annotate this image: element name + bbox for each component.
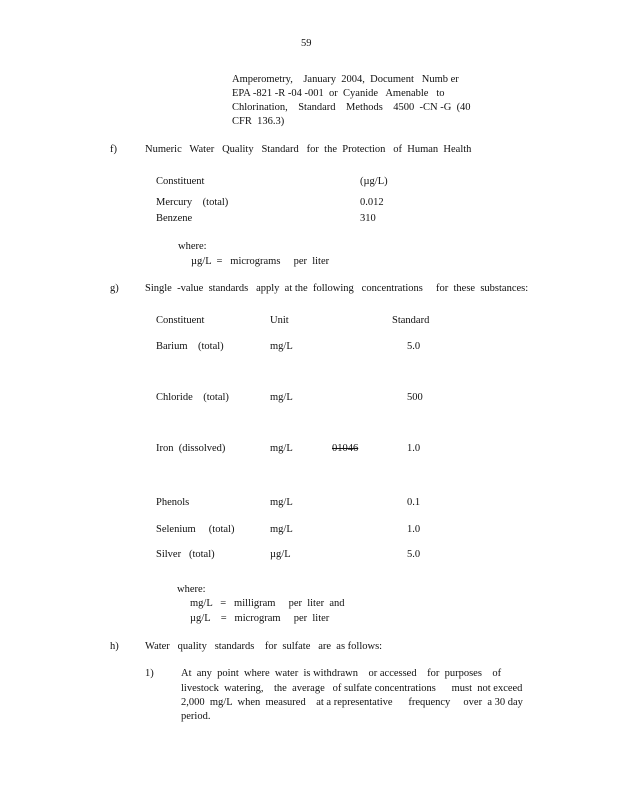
section-heading: Water quality standards for sulfate are as follows: <box>145 641 383 652</box>
table-cell-unit: mg/L <box>270 392 293 403</box>
table-cell-constituent: Phenols <box>156 497 190 508</box>
where-definition: µg/L = micrograms per liter <box>191 256 330 267</box>
table-cell-standard: 1.0 <box>407 443 421 454</box>
table-cell-constituent: Silver (total) <box>156 549 215 560</box>
table-cell-value: 0.012 <box>360 197 384 208</box>
section-heading: Single -value standards apply at the following concentrations for these substances: <box>145 283 529 294</box>
section-heading: Numeric Water Quality Standard for the Protection of Human Health <box>145 144 472 155</box>
table-cell-standard: 5.0 <box>407 341 421 352</box>
table-cell-standard: 1.0 <box>407 524 421 535</box>
table-cell-unit: mg/L <box>270 497 293 508</box>
section-label: g) <box>110 283 119 294</box>
table-cell-standard: 500 <box>407 392 423 403</box>
paragraph-line: At any point where water is withdrawn or accessed for purposes of <box>181 668 502 679</box>
table-cell-constituent: Benzene <box>156 213 193 224</box>
column-header-unit: Unit <box>270 315 289 326</box>
where-definition: µg/L = microgram per liter <box>190 613 330 624</box>
page-number: 59 <box>301 38 312 49</box>
where-label: where: <box>178 241 207 252</box>
table-cell-unit: mg/L <box>270 341 293 352</box>
paragraph-line: period. <box>181 711 211 722</box>
column-header-standard: Standard <box>392 315 430 326</box>
table-cell-constituent: Barium (total) <box>156 341 224 352</box>
where-label: where: <box>177 584 206 595</box>
section-label: f) <box>110 144 117 155</box>
table-cell-constituent: Mercury (total) <box>156 197 229 208</box>
column-header-unit: (µg/L) <box>360 176 388 187</box>
table-cell-unit: µg/L <box>270 549 291 560</box>
reference-line: CFR 136.3) <box>232 116 285 127</box>
table-cell-constituent: Iron (dissolved) <box>156 443 226 454</box>
table-cell-constituent: Selenium (total) <box>156 524 235 535</box>
column-header-constituent: Constituent <box>156 315 205 326</box>
reference-line: Amperometry, January 2004, Document Numb er <box>232 74 459 85</box>
section-label: h) <box>110 641 119 652</box>
reference-line: Chlorination, Standard Methods 4500 -CN -G (40 <box>232 102 471 113</box>
table-cell-standard: 0.1 <box>407 497 421 508</box>
column-header-constituent: Constituent <box>156 176 205 187</box>
table-cell-value: 310 <box>360 213 376 224</box>
paragraph-line: livestock watering, the average of sulfate concentrations must not exceed <box>181 683 523 694</box>
item-label: 1) <box>145 668 154 679</box>
where-definition: mg/L = milligram per liter and <box>190 598 345 609</box>
table-cell-constituent: Chloride (total) <box>156 392 229 403</box>
paragraph-line: 2,000 mg/L when measured at a representative frequency over a 30 day <box>181 697 523 708</box>
table-cell-unit: mg/L <box>270 524 293 535</box>
table-cell-standard: 5.0 <box>407 549 421 560</box>
reference-line: EPA -821 -R -04 -001 or Cyanide Amenable to <box>232 88 445 99</box>
deleted-value: 01046 <box>332 443 359 454</box>
table-cell-unit: mg/L <box>270 443 293 454</box>
